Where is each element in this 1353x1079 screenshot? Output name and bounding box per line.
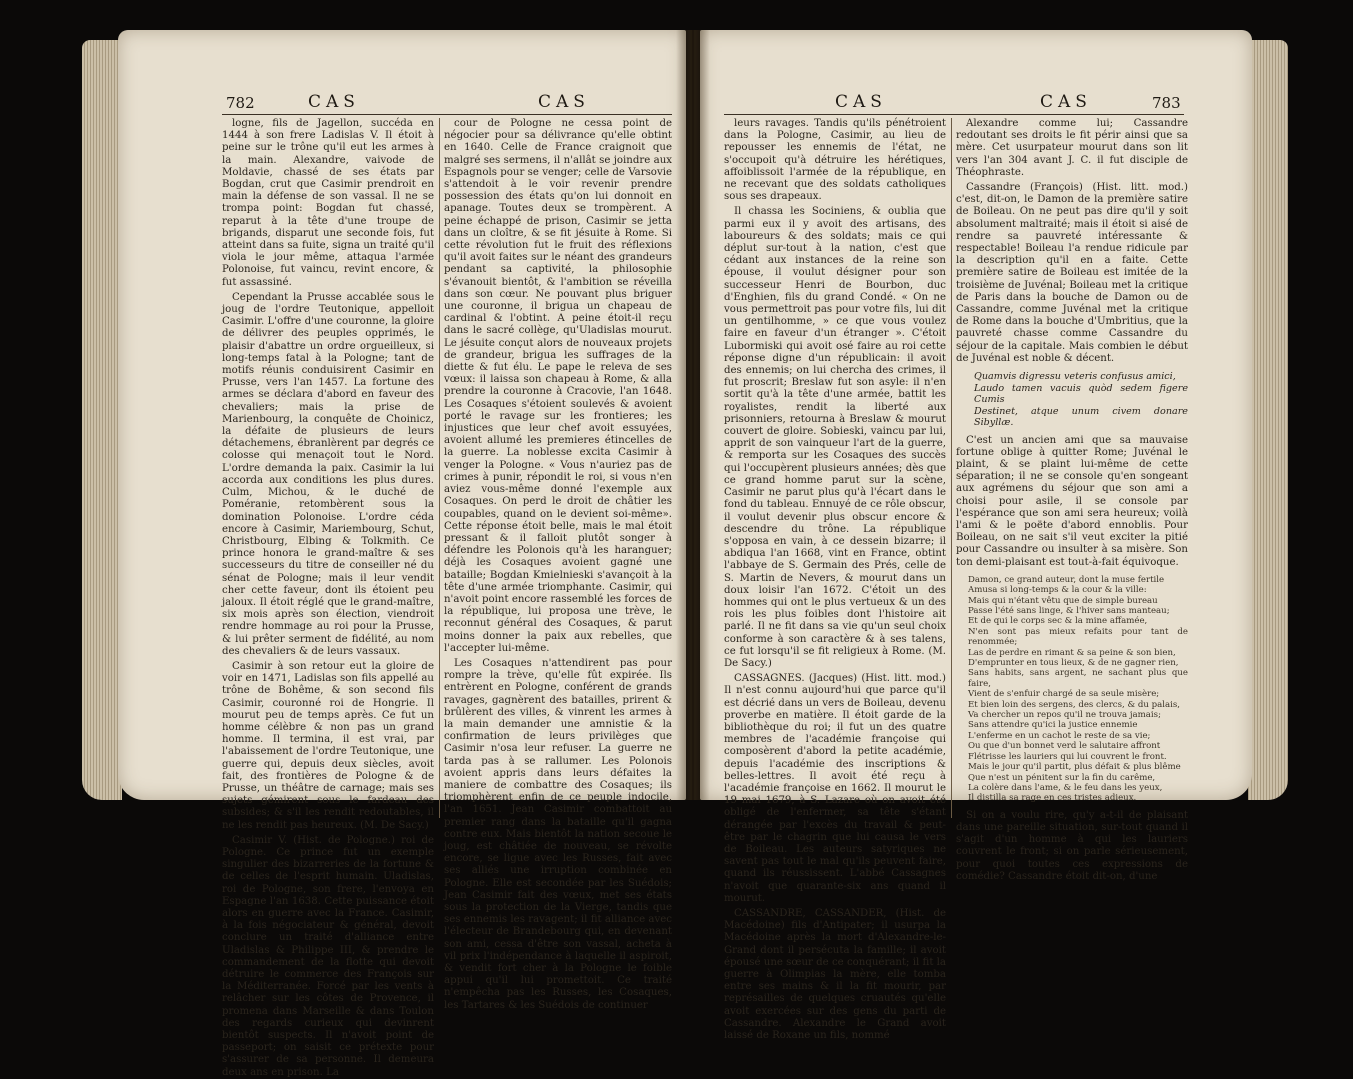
text-paragraph: Alexandre comme lui; Cassandre redoutant ses droits le fit périr ainsi que sa mère. Cet usurpateur mourut dans son lit vers l'an 304 avant J. C. il fut disciple de Théophraste. — [956, 118, 1188, 178]
text-paragraph: Casimir V. (Hist. de Pologne.) roi de Pologne. Ce prince fut un exemple singulier des bizarreries de la fortune & de celles de l'esprit humain. Uladislas, roi de Pologne, son frere, l'envoya en Espagne l'an 1638. Cette puissance étoit alors en guerre avec la France. Casimir, à la fois négociateur & général, devoit conclure un traité d'alliance entre Uladislas & Philippe III, & prendre le commandement de la flotte qui devoit détruire le commerce des François sur la Méditerranée. Forcé par les vents à relâcher sur les côtes de Provence, il promena dans Marseille & dans Toulon des regards curieux qui devinrent bientôt suspects. Il n'avoit point de passeport; on saisit ce prétexte pour s'assurer de sa personne. Il demeura deux ans en prison. La — [222, 834, 434, 1078]
running-head-left-col2: CAS — [538, 92, 590, 112]
text-paragraph: leurs ravages. Tandis qu'ils pénétroient dans la Pologne, Casimir, au lieu de repousser les ennemis de l'état, ne s'occupoit qu'à détruire les hérétiques, affoiblissoit l'armée de la république, en ne recevant que des soldats catholiques sous ses drapeaux. — [724, 118, 946, 203]
verse-line: La colère dans l'ame, & le feu dans les yeux, — [968, 782, 1163, 793]
text-paragraph: Si on a voulu rire, qu'y a-t-il de plaisant dans une pareille situation, sur-tout quand il s'agit d'un homme à qui les lauriers couvrent le front; si on parle sérieusement, pour quoi toutes ces expressions de comédie? Cassandre étoit dit-on, d'une — [956, 809, 1188, 882]
text-paragraph: Cependant la Prusse accablée sous le joug de l'ordre Teutonique, appelloit Casimir. L'offre d'une couronne, la gloire de délivrer des peuples opprimés, le plaisir d'abattre un ordre orgueilleux, si long-temps fatal à la Pologne; tant de motifs réunis conduisirent Casimir en Prusse, vers l'an 1457. La fortune des armes se déclara d'abord en faveur des chevaliers; mais la prise de Marienbourg, la conquête de Choinicz, la défaite de plusieurs de leurs détachemens, ébranlèrent par degrés ce colosse qui menaçoit tout le Nord. L'ordre demanda la paix. Casimir la lui accorda aux conditions les plus dures. Culm, Michou, & le duché de Poméranie, retombèrent sous la domination Polonoise. L'ordre céda encore à Casimir, Mariembourg, Schut, Christbourg, Elbing & Tolkmith. Ce prince honora le grand-maître & ses successeurs du titre de conseiller né du sénat de Pologne; mais il leur vendit cher cette faveur, dont ils étoient peu jaloux. Il étoit réglé que le grand-maître, six mois après son élection, viendroit rendre hommage au roi pour la Prusse, & lui prêter serment de fidélité, au nom des chevaliers & de leurs vassaux. — [222, 291, 434, 657]
text-paragraph: cour de Pologne ne cessa point de négocier pour sa délivrance qu'elle obtint en 1640. Celle de France craignoit que malgré ses sermens, il n'allât se joindre aux Espagnols pour se venger; celle de Varsovie s'attendoit à le voir revenir prendre possession des états qu'on lui donnoit en apanage. Toutes deux se trompèrent. A peine échappé de prison, Casimir se jetta dans un cloître, & se fit jésuite à Rome. Si cette révolution fut le fruit des réflexions qu'il avoit faites sur le néant des grandeurs pendant sa captivité, la philosophie s'évanouit bientôt, & l'ambition se réveilla dans son cœur. Ne pouvant plus briguer une couronne, il brigua un chapeau de cardinal & l'obtint. A peine étoit-il reçu dans le sacré collège, qu'Uladislas mourut. Le jésuite conçut alors de nouveaux projets de grandeur, brigua les suffrages de la diette & fut élu. Le pape le releva de ses vœux: il laissa son chapeau à Rome, & alla prendre la couronne à Cracovie, l'an 1648. Les Cosaques s'étoient soulevés & avoient porté le ravage sur les frontieres; les injustices que leur chef avoit essuyées, avoient allumé les premieres étincelles de la guerre. La noblesse excita Casimir à venger la Pologne. « Vous n'auriez pas de crimes à punir, répondit le roi, si vous n'en aviez vous-même donné l'exemple aux Cosaques. On perd le droit de châtier les coupables, quand on le devient soi-même». Cette réponse étoit belle, mais le mal étoit pressant & il falloit plutôt songer à défendre les Polonois qu'à les haranguer; déjà les Cosaques avoient gagné une bataille; Bogdan Kmielnieski s'avançoit à la tête d'une armée triomphante. Casimir, qui n'avoit point encore rassemblé les forces de la république, lui proposa une trève, le reconnut général des Cosaques, & parut moins donner la paix aux rebelles, que l'accepter lui-même. — [444, 118, 672, 654]
french-verse-quote — [968, 575, 1188, 804]
right-column-1 — [724, 118, 946, 1042]
running-head-left: CAS — [308, 92, 360, 112]
text-paragraph: CASSAGNES. (Jacques) (Hist. litt. mod.) Il n'est connu aujourd'hui que parce qu'il est décrié dans un vers de Boileau, devenu proverbe en matière. Il étoit garde de la bibliothèque du roi; il fut un des quatre membres de l'académie françoise qui composèrent d'abord la petite académie, depuis l'académie des inscriptions & belles-lettres. Il avoit été reçu à l'académie françoise en 1662. Il mourut le 19 mai 1679, à S. Lazare où on avoit été obligé de l'enfermer, sa tête s'étant dérangée par l'excès du travail & peut-être par le chagrin que lui causa le vers de Boileau. Les auteurs satyriques ne savent pas tout le mal qu'ils peuvent faire, quand ils réussissent. L'abbé Cassagnes n'avoit que quarante-six ans quand il mourut. — [724, 673, 946, 904]
text-paragraph: Il chassa les Sociniens, & oublia que parmi eux il y avoit des artisans, des laboureurs & des soldats; mais ce qui déplut sur-tout à la nation, c'est que cédant aux instances de la reine son épouse, il voulut désigner pour son successeur Henri de Bourbon, duc d'Enghien, fils du grand Condé. « On ne vous permettroit pas pour votre fils, lui dit un gentilhomme, » ce que vous voulez faire en faveur d'un étranger ». C'étoit Lubormiski qui avoit osé faire au roi cette réponse digne d'un républicain: il avoit des ennemis; on lui chercha des crimes, il fut proscrit; Breslaw fut son asyle: il n'en sortit qu'à la tête d'une armée, battit les royalistes, rendit la liberté aux prisonniers, retourna à Breslaw & mourut couvert de gloire. Sobieski, vaincu par lui, apprit de son vainqueur l'art de la guerre, & remporta sur les Cosaques des succès qui l'occupèrent plusieurs années; dès que ce grand homme parut sur la scène, Casimir ne parut plus qu'à l'écart dans le fond du tableau. Ennuyé de ce rôle obscur, il voulut devenir plus obscur encore & descendre du trône. La république s'opposa en vain, à ce dessein bizarre; il abdiqua l'an 1668, vint en France, obtint l'abbaye de S. Germain des Prés, celle de S. Martin de Nevers, & mourut dans un doux loisir l'an 1672. C'étoit un des hommes qui ont le plus vertueux & un des rois les plus foibles dont l'histoire ait parlé. Il ne fit dans sa vie qu'un seul choix conforme à son caractère & à ses talens, ce fut lorsqu'il se fit religieux à Rome. (M. De Sacy.) — [724, 206, 946, 669]
verse-line: Et de qui le corps sec & la mine affamée, — [968, 616, 1148, 627]
left-column-1 — [222, 118, 434, 1078]
text-paragraph: Cassandre (François) (Hist. litt. mod.) c'est, dit-on, le Damon de la première satire de Boileau. On ne peut pas dire qu'il y soit absolument maltraité; mais il étoit si aisé de rendre sa pauvreté intéressante & respectable! Boileau l'a rendue ridicule par la description qu'il en a faite. Cette première satire de Boileau est imitée de la troisième de Juvénal; Boileau met la critique de Paris dans la bouche de Damon ou de Cassandre, comme Juvénal met la critique de Rome dans la bouche d'Umbritius, que la pauvreté chasse comme Cassandre du séjour de la capitale. Mais combien le début de Juvénal est noble & décent. — [956, 182, 1188, 364]
verse-line: Laudo tamen vacuis quòd sedem figere Cumis — [974, 382, 1188, 406]
left-page-edges — [82, 40, 122, 800]
book-gutter — [676, 30, 710, 800]
left-column-2 — [444, 118, 672, 1011]
verse-line: Passe l'été sans linge, & l'hiver sans manteau; — [968, 606, 1170, 617]
verse-line: Mais qui n'étant vêtu que de simple bureau — [968, 595, 1158, 606]
running-head-right-col2: CAS — [1040, 92, 1092, 112]
verse-line: Flétrisse les lauriers qui lui couvrent le front. — [968, 751, 1167, 762]
column-divider-right — [951, 118, 952, 818]
verse-line: D'emprunter en tous lieux, & de ne gagner rien, — [968, 658, 1179, 669]
page-number-right: 783 — [1152, 94, 1181, 112]
verse-line: Amusa si long-temps & la cour & la ville: — [968, 585, 1147, 596]
verse-line: Mais le jour qu'il partit, plus défait & plus blême — [968, 762, 1181, 773]
verse-line: Il distilla sa rage en ces tristes adieux. — [968, 793, 1137, 804]
page-number-left: 782 — [226, 94, 255, 112]
left-page — [118, 30, 686, 1078]
verse-line: L'enferme en un cachot le reste de sa vie; — [968, 730, 1151, 741]
verse-line: Destinet, atque unum civem donare Sibyllæ. — [974, 405, 1188, 429]
header-rule-right — [724, 114, 1184, 115]
text-paragraph: Casimir à son retour eut la gloire de voir en 1471, Ladislas son fils appellé au trône de Bohême, & son second fils Casimir, couronné roi de Hongrie. Il mourut peu de temps après. Ce fut un homme célèbre & non pas un grand homme. Il termina, il est vrai, par l'abaissement de l'ordre Teutonique, une guerre qui, depuis deux siècles, avoit fait, des frontières de Pologne & de Prusse, un théâtre de carnage; mais ses sujets gémirent sous le fardeau des subsides; & s'il les rendit redoutables, il ne les rendit pas heureux. (M. De Sacy.) — [222, 660, 434, 831]
verse-line: Que n'est un pénitent sur la fin du carême, — [968, 772, 1156, 783]
verse-line: Damon, ce grand auteur, dont la muse fertile — [968, 574, 1165, 585]
verse-line: Et bien loin des sergens, des clercs, & du palais, — [968, 699, 1181, 710]
right-page — [700, 30, 1252, 1042]
right-page-edges — [1248, 40, 1288, 800]
verse-line: Vient de s'enfuir chargé de sa seule misère; — [968, 689, 1160, 700]
verse-line: Sans attendre qu'ici la justice ennemie — [968, 720, 1138, 731]
verse-line: Ou que d'un bonnet verd le salutaire affront — [968, 741, 1161, 752]
verse-line: Las de perdre en rimant & sa peine & son bien, — [968, 647, 1176, 658]
column-divider-left — [439, 118, 440, 818]
text-paragraph: C'est un ancien ami que sa mauvaise fortune oblige à quitter Rome; Juvénal le plaint, & se plaint lui-même de cette séparation; il ne se console qu'en songeant aux agrémens du séjour que son ami a choisi pour asile, il se console par l'espérance que son ami sera heureux; voilà l'ami & le poëte d'abord ennoblis. Pour Boileau, on ne sait s'il veut exciter la pitié pour Cassandre ou insulter à sa misère. Son ton demi-plaisant est tout-à-fait équivoque. — [956, 434, 1188, 568]
right-column-2 — [956, 118, 1188, 882]
text-paragraph: logne, fils de Jagellon, succéda en 1444 à son frere Ladislas V. Il étoit à peine sur le trône qu'il eut les armes à la main. Alexandre, vaivode de Moldavie, chassé de ses états par Bogdan, crut que Casimir prendroit en main la défense de son vassal. Il ne se trompa point: Bogdan fut chassé, reparut à la tête d'une troupe de brigands, disparut une seconde fois, fut atteint dans sa fuite, signa un traité qu'il viola le jour même, attaqua l'armée Polonoise, fut vaincu, revint encore, & fut assassiné. — [222, 118, 434, 288]
verse-line: Va chercher un repos qu'il ne trouva jamais; — [968, 710, 1161, 721]
verse-line: N'en sont pas mieux refaits pour tant de renommée; — [968, 626, 1188, 648]
text-paragraph: Les Cosaques n'attendirent pas pour rompre la trève, qu'elle fût expirée. Ils entrèrent en Pologne, conférent de grands ravages, gagnèrent des batailles, prirent & brûlèrent des villes, & vinrent les armes à la main demander une amnistie & la confirmation de leurs privilèges que Casimir n'osa leur refuser. La guerre ne tarda pas à se rallumer. Les Polonois avoient appris dans leurs défaites la maniere de combattre des Cosaques; ils triomphèrent enfin de ce peuple indocile, l'an 1651. Jean Casimir combattoit au premier rang dans la bataille qu'il gagna contre eux. Mais bientôt la nation secoue le joug, est châtiée de nouveau, se révolte encore, se ligue avec les Russes, fait avec ses alliés une irruption combinée en Pologne. Elle est secondée par les Suédois; Jean Casimir fait des vœux, met ses états sous la protection de la Vierge, tandis que ses ennemis les ravagent; il fit alliance avec l'électeur de Brandebourg qui, en devenant son ami, cessa d'être son vassal, acheta à vil prix l'indépendance à laquelle il aspiroit, & vendit fort cher à la Pologne le foible appui qu'il lui promettoit. Ce traité n'empêcha pas les Russes, les Cosaques, les Tartares & les Suédois de continuer — [444, 657, 672, 1011]
verse-line: Quamvis digressu veteris confusus amici, — [974, 371, 1176, 383]
running-head-right-col1: CAS — [835, 92, 887, 112]
verse-line: Sans habits, sans argent, ne sachant plus que faire, — [968, 668, 1188, 689]
latin-verse-quote — [974, 371, 1188, 429]
text-paragraph: CASSANDRE, CASSANDER, (Hist. de Macédoine) fils d'Antipater; il usurpa la Macédoine après la mort d'Alexandre-le-Grand dont il persécuta la famille; il avoit épousé une sœur de ce conquérant; il fit la guerre à Olimpias la mère, elle tomba entre ses mains & il la fit mourir, par représailles de quelques cruautés qu'elle avoit exercées sur des gens du parti de Cassandre. Alexandre le Grand avoit laissé de Roxane un fils, nommé — [724, 908, 946, 1042]
header-rule-left — [222, 114, 672, 115]
